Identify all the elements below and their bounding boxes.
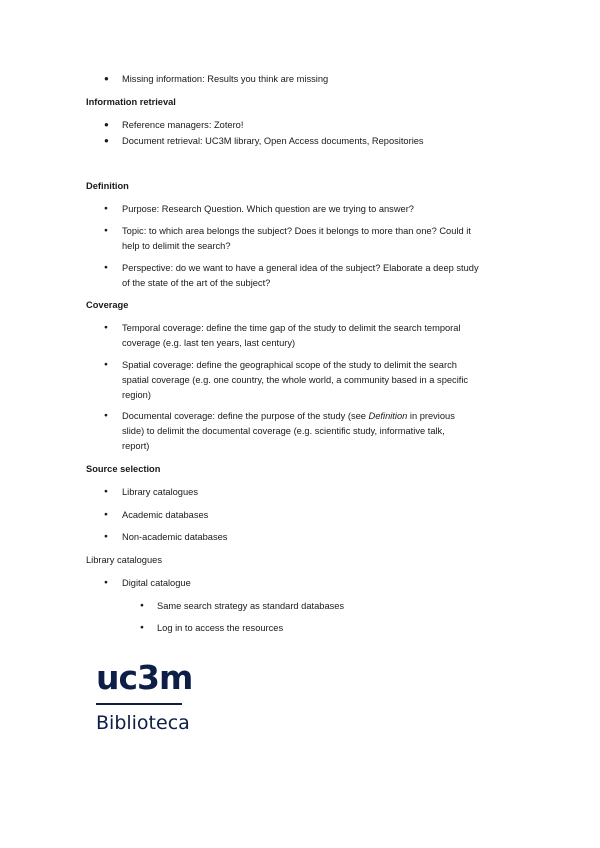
bullet-icon: ● [104, 74, 109, 83]
list-item: Digital catalogue [122, 578, 191, 588]
logo-divider [96, 703, 182, 705]
list-item-text: in previous [407, 411, 455, 421]
section-heading-library-catalogues: Library catalogues [86, 555, 162, 565]
bullet-icon: ● [104, 264, 108, 271]
list-item: Perspective: do we want to have a general idea of the subject? Elaborate a deep study [122, 263, 479, 273]
section-heading-definition: Definition [86, 181, 129, 191]
sub-list-item: Log in to access the resources [157, 623, 284, 633]
list-item: Reference managers: Zotero! [122, 120, 244, 130]
bullet-icon: ● [104, 120, 109, 129]
sub-bullet-icon: ● [140, 602, 144, 609]
logo-subtitle: Biblioteca [96, 712, 190, 734]
uc3m-biblioteca-logo [96, 660, 206, 750]
section-heading-coverage: Coverage [86, 300, 129, 310]
logo-wordmark: uc3m [96, 658, 193, 697]
bullet-icon: ● [104, 361, 108, 368]
bullet-icon: ● [104, 324, 108, 331]
list-item: Purpose: Research Question. Which question are we trying to answer? [122, 204, 414, 214]
section-heading-source-selection: Source selection [86, 464, 161, 474]
list-item-continuation: slide) to delimit the documental coverage (e.g. scientific study, informative talk, [122, 426, 445, 436]
list-item: Topic: to which area belongs the subject? Does it belongs to more than one? Could it [122, 226, 471, 236]
bullet-icon: ● [104, 488, 108, 495]
sub-bullet-icon: ● [140, 624, 144, 631]
bullet-icon: ● [104, 579, 108, 586]
list-item: Academic databases [122, 510, 209, 520]
list-item-continuation: coverage (e.g. last ten years, last century) [122, 338, 296, 348]
list-item-text: Documental coverage: define the purpose of the study (see [122, 411, 369, 421]
bullet-icon: ● [104, 412, 108, 419]
list-item-continuation: region) [122, 390, 151, 400]
section-heading-information-retrieval: Information retrieval [86, 97, 176, 107]
bullet-icon: ● [104, 227, 108, 234]
list-item-continuation: spatial coverage (e.g. one country, the whole world, a community based in a specific [122, 375, 469, 385]
list-item [122, 410, 455, 422]
bullet-icon: ● [104, 511, 108, 518]
list-item: Library catalogues [122, 487, 198, 497]
list-item-continuation: report) [122, 441, 150, 451]
list-item-continuation: help to delimit the search? [122, 241, 231, 251]
list-item: Temporal coverage: define the time gap of the study to delimit the search temporal [122, 323, 461, 333]
list-item: Non-academic databases [122, 532, 228, 542]
list-item: Missing information: Results you think are missing [122, 74, 329, 84]
definition-reference: Definition [368, 411, 408, 421]
bullet-icon: ● [104, 533, 108, 540]
list-item-continuation: of the state of the art of the subject? [122, 278, 271, 288]
bullet-icon: ● [104, 205, 108, 212]
sub-list-item: Same search strategy as standard databases [157, 601, 345, 611]
list-item: Spatial coverage: define the geographical scope of the study to delimit the search [122, 360, 457, 370]
bullet-icon: ● [104, 136, 109, 145]
list-item: Document retrieval: UC3M library, Open Access documents, Repositories [122, 136, 424, 146]
